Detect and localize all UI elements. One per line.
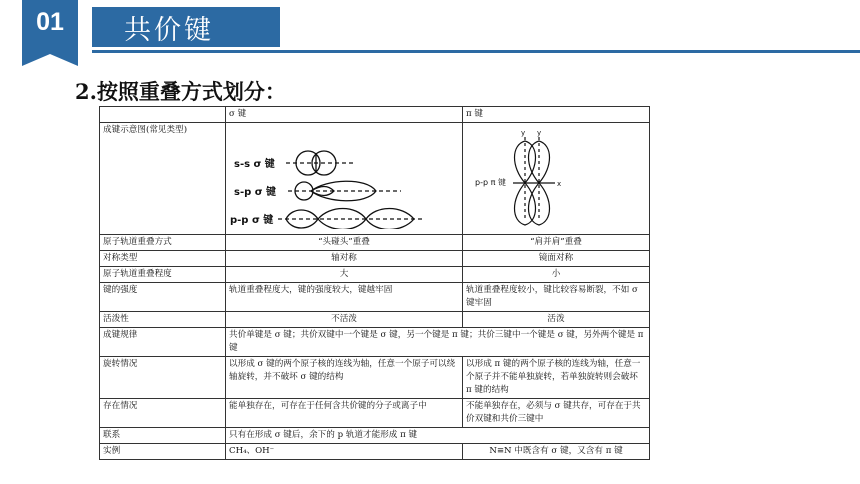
merged-cell: 共价单键是 σ 键；共价双键中一个键是 σ 键，另一个键是 π 键；共价三键中一个键是 σ 键，另外两个键是 π 键 (226, 328, 650, 357)
sigma-diagram-cell (226, 123, 463, 235)
pi-cell: 不能单独存在，必须与 σ 键共存，可存在于共价双键和共价三键中 (463, 399, 650, 428)
sigma-orbital-diagram (226, 123, 463, 229)
header-cell-empty (100, 107, 226, 123)
pi-cell: 轨道重叠程度较小，键比较容易断裂，不如 σ 键牢固 (463, 283, 650, 312)
pi-cell: N≡N 中既含有 σ 键，又含有 π 键 (463, 444, 650, 460)
ss-sigma-label: s-s σ 键 (234, 159, 275, 170)
table-row (100, 267, 650, 283)
subtitle: 2.按照重叠方式划分： (75, 79, 286, 104)
sigma-cell: 能单独存在，可存在于任何含共价键的分子或离子中 (226, 399, 463, 428)
table-row (100, 444, 650, 460)
pi-orbital-diagram (463, 123, 650, 229)
pp-sigma-label: p-p σ 键 (230, 215, 274, 226)
row-label: 键的强度 (100, 283, 226, 312)
table-row (100, 399, 650, 428)
svg-text:y: y (521, 129, 526, 137)
section-title: 共价键 (124, 15, 214, 46)
title-underline (92, 50, 860, 53)
svg-text:y: y (537, 129, 542, 137)
section-number: 01 (36, 8, 64, 36)
sigma-cell: 以形成 σ 键的两个原子核的连线为轴，任意一个原子可以绕轴旋转，并不破坏 σ 键的结构 (226, 357, 463, 399)
pi-diagram-cell (463, 123, 650, 235)
pi-label: p-p π 键 (475, 178, 506, 187)
row-label: 联系 (100, 428, 226, 444)
table-row (100, 235, 650, 251)
sigma-cell: 轨道重叠程度大，键的强度较大，键越牢固 (226, 283, 463, 312)
sp-sigma-label: s-p σ 键 (234, 187, 277, 198)
sigma-cell: “头碰头”重叠 (226, 235, 463, 251)
header-cell-pi: π 键 (463, 107, 650, 123)
row-label: 对称类型 (100, 251, 226, 267)
merged-cell: 只有在形成 σ 键后，余下的 p 轨道才能形成 π 键 (226, 428, 650, 444)
row-label: 原子轨道重叠方式 (100, 235, 226, 251)
sigma-cell: 轴对称 (226, 251, 463, 267)
row-label: 成键示意图(常见类型) (100, 123, 226, 235)
row-label: 旋转情况 (100, 357, 226, 399)
pi-cell: 以形成 π 键的两个原子核的连线为轴，任意一个原子并不能单独旋转，若单独旋转则会破坏 π 键的结构 (463, 357, 650, 399)
svg-text:x: x (557, 180, 562, 188)
row-label: 存在情况 (100, 399, 226, 428)
table-row (100, 283, 650, 312)
table-row (100, 251, 650, 267)
header-cell-sigma: σ 键 (226, 107, 463, 123)
sigma-cell: CH₄、OH⁻ (226, 444, 463, 460)
row-label: 成键规律 (100, 328, 226, 357)
row-label: 实例 (100, 444, 226, 460)
pi-cell: 镜面对称 (463, 251, 650, 267)
comparison-table (99, 106, 650, 460)
diagram-row (100, 123, 650, 235)
table-row (100, 357, 650, 399)
sigma-cell: 大 (226, 267, 463, 283)
sigma-cell: 不活泼 (226, 312, 463, 328)
row-label: 活泼性 (100, 312, 226, 328)
table-row (100, 312, 650, 328)
table-header-row (100, 107, 650, 123)
row-label: 原子轨道重叠程度 (100, 267, 226, 283)
table-row (100, 428, 650, 444)
table-row (100, 328, 650, 357)
pi-cell: “肩并肩”重叠 (463, 235, 650, 251)
pi-cell: 活泼 (463, 312, 650, 328)
pi-cell: 小 (463, 267, 650, 283)
